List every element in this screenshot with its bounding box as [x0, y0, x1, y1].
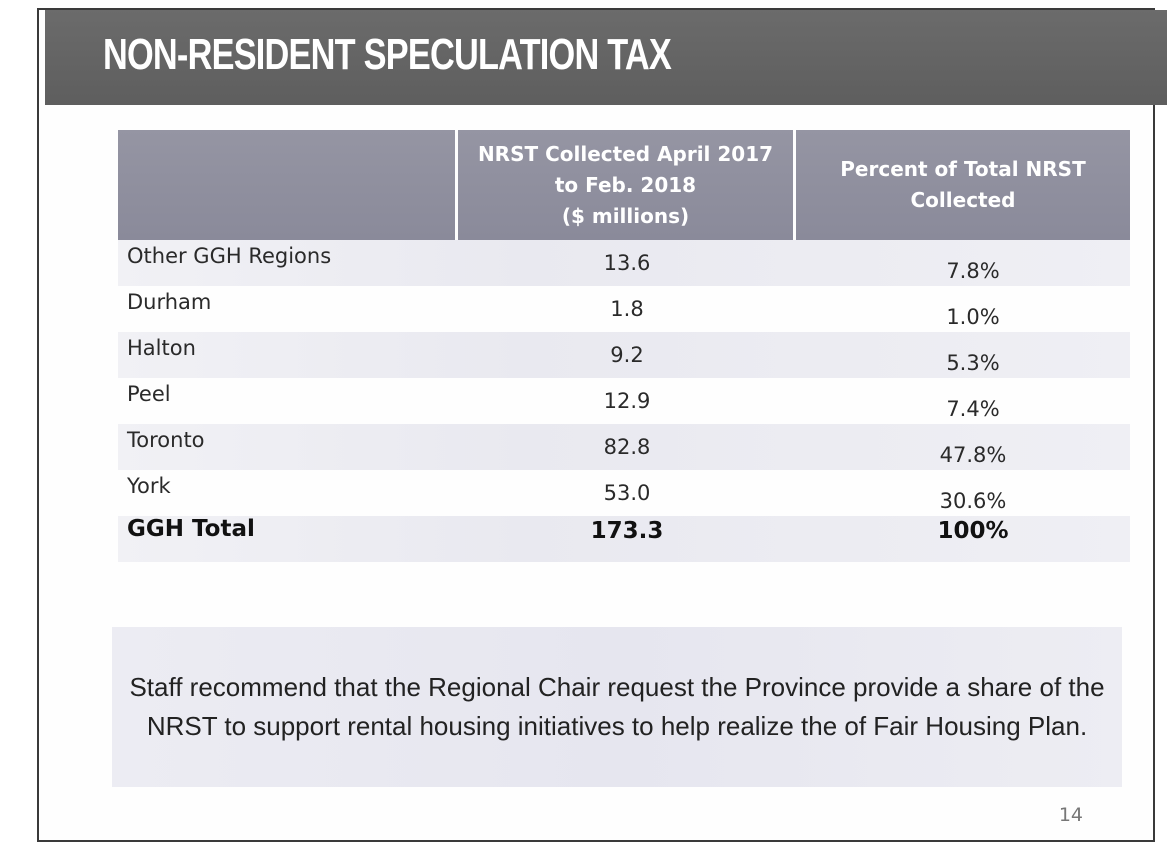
header-nrst-label: NRST Collected April 2017 to Feb. 2018 ($ millions) [477, 141, 774, 228]
percent-cell: 7.8% [946, 259, 1000, 283]
region-cell: Other GGH Regions [127, 244, 332, 268]
total-nrst: 173.3 [590, 518, 664, 544]
table-row [118, 470, 1130, 516]
percent-cell: 7.4% [946, 397, 1000, 421]
nrst-cell: 53.0 [603, 481, 651, 505]
slide [37, 8, 1155, 842]
region-cell: Durham [127, 290, 212, 314]
table-total-row [118, 516, 1130, 562]
title-bar [45, 10, 1167, 105]
percent-cell: 5.3% [946, 351, 1000, 375]
table-header-row [118, 130, 1130, 240]
total-percent: 100% [937, 518, 1009, 544]
recommendation-callout [112, 627, 1122, 787]
region-cell: Halton [127, 336, 196, 360]
table-row [118, 240, 1130, 286]
recommendation-text: Staff recommend that the Regional Chair request the Province provide a share of the NRST to support rental housing initiatives to help realize the of Fair Housing Plan. [129, 672, 1105, 741]
header-region [118, 130, 455, 240]
nrst-cell: 1.8 [610, 297, 644, 321]
header-percent-total [796, 130, 1130, 240]
percent-cell: 30.6% [939, 489, 1007, 513]
nrst-cell: 12.9 [603, 389, 651, 413]
nrst-table [118, 130, 1130, 562]
header-nrst-collected [458, 130, 793, 240]
nrst-cell: 13.6 [603, 251, 651, 275]
region-cell: York [127, 474, 171, 498]
table-row [118, 424, 1130, 470]
region-cell: Toronto [127, 428, 205, 452]
percent-cell: 47.8% [939, 443, 1007, 467]
table-row [118, 378, 1130, 424]
total-label: GGH Total [127, 516, 255, 542]
nrst-cell: 9.2 [610, 343, 644, 367]
region-cell: Peel [127, 382, 171, 406]
slide-title: NON-RESIDENT SPECULATION TAX [103, 30, 671, 79]
table-row [118, 286, 1130, 332]
table-row [118, 332, 1130, 378]
nrst-cell: 82.8 [603, 435, 651, 459]
page-number: 14 [1058, 804, 1083, 826]
header-pct-label: Percent of Total NRST Collected [840, 157, 1086, 212]
percent-cell: 1.0% [946, 305, 1000, 329]
